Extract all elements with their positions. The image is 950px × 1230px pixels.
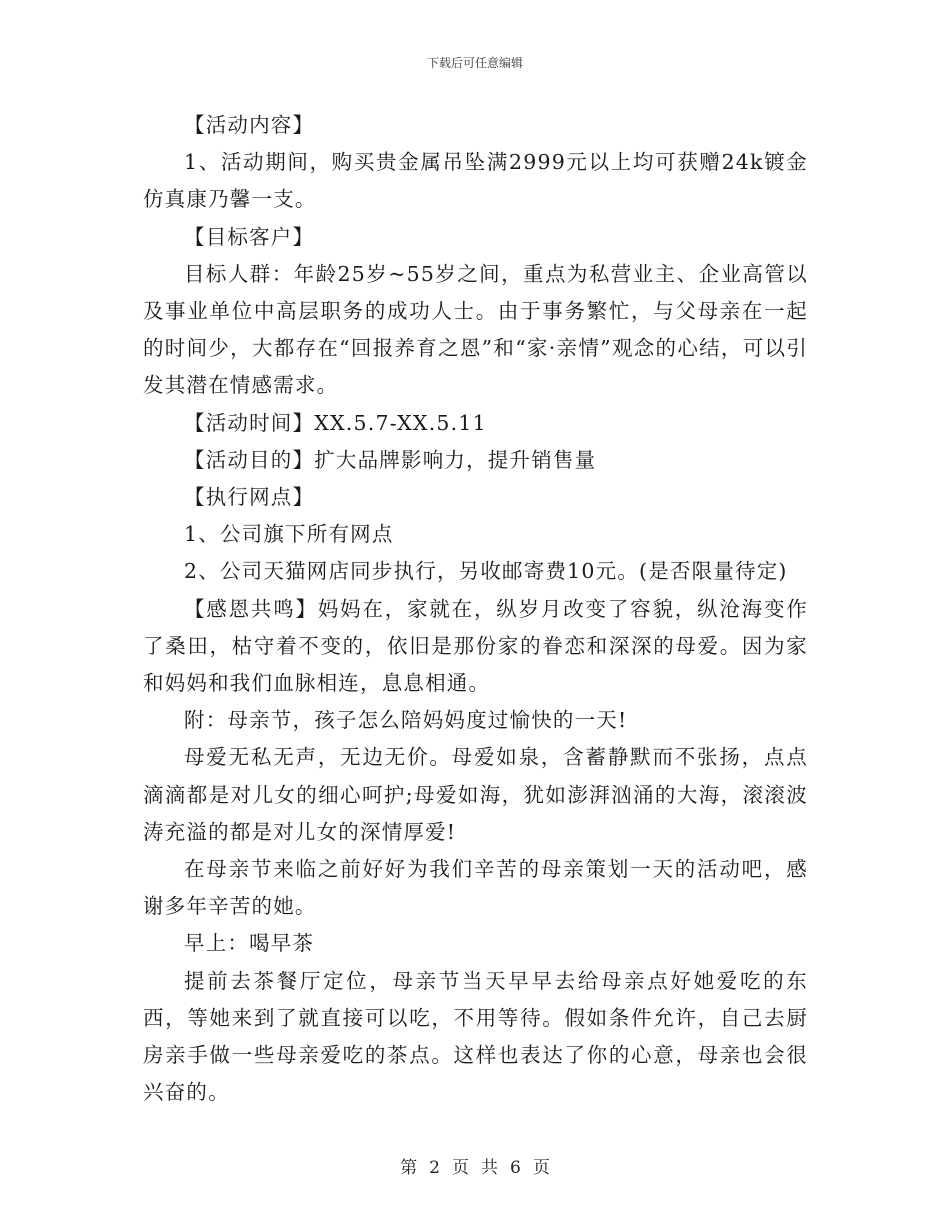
page-footer <box>0 1153 950 1178</box>
document-body <box>143 107 808 1111</box>
section-heading-content: 【活动内容】 <box>184 113 315 137</box>
section-heading-target: 【目标客户】 <box>184 224 315 249</box>
paragraph-outlet-2: 2、公司天猫网店同步执行，另收邮寄费10元。(是否限量待定) <box>184 559 788 584</box>
paragraph-gratitude: 【感恩共鸣】妈妈在，家就在，纵岁月改变了容貌，纵沧海变作了桑田，枯守着不变的，依旧是那份家的眷恋和深深的母爱。因为家和妈妈和我们血脉相连，息息相通。 <box>143 596 808 696</box>
footer-prefix: 第 <box>400 1158 418 1178</box>
paragraph-plan-day: 在母亲节来临之前好好为我们辛苦的母亲策划一天的活动吧，感谢多年辛苦的她。 <box>143 857 808 919</box>
paragraph-morning-tea: 提前去茶餐厅定位，母亲节当天早早去给母亲点好她爱吃的东西，等她来到了就直接可以吃，不用等待。假如条件允许，自己去厨房亲手做一些母亲爱吃的茶点。这样也表达了你的心意，母亲也会很兴奋的。 <box>143 968 808 1105</box>
paragraph-activity-goal: 【活动目的】扩大品牌影响力，提升销售量 <box>184 447 597 472</box>
paragraph-appendix-title: 附：母亲节，孩子怎么陪妈妈度过愉快的一天! <box>184 708 628 733</box>
footer-page-number: 2 <box>429 1158 440 1178</box>
section-heading-outlets: 【执行网点】 <box>184 485 315 510</box>
paragraph-outlet-1: 1、公司旗下所有网点 <box>184 522 394 547</box>
footer-page-unit: 页 <box>452 1158 469 1178</box>
paragraph-activity-time: 【活动时间】XX.5.7-XX.5.11 <box>184 410 487 435</box>
footer-total-pages: 6 <box>510 1158 521 1178</box>
paragraph-morning-heading: 早上：喝早茶 <box>184 931 315 956</box>
paragraph-content-item: 1、活动期间，购买贵金属吊坠满2999元以上均可获赠24k镀金仿真康乃馨一支。 <box>143 150 808 212</box>
page-header: 下载后可任意编辑 <box>426 56 523 70</box>
paragraph-target-audience: 目标人群：年龄25岁~55岁之间，重点为私营业主、企业高管以及事业单位中高层职务的成功人士。由于事务繁忙，与父母亲在一起的时间少，大都存在“回报养育之恩”和“家·亲情”观念的心结，可以引发其潜在情感需求。 <box>143 261 808 398</box>
paragraph-mother-love: 母爱无私无声，无边无价。母爱如泉，含蓄静默而不张扬，点点滴滴都是对儿女的细心呵护;母爱如海，犹如澎湃汹涌的大海，滚滚波涛充溢的都是对儿女的深情厚爱! <box>143 745 808 844</box>
footer-total-prefix: 共 <box>481 1158 498 1178</box>
footer-total-unit: 页 <box>532 1158 550 1178</box>
